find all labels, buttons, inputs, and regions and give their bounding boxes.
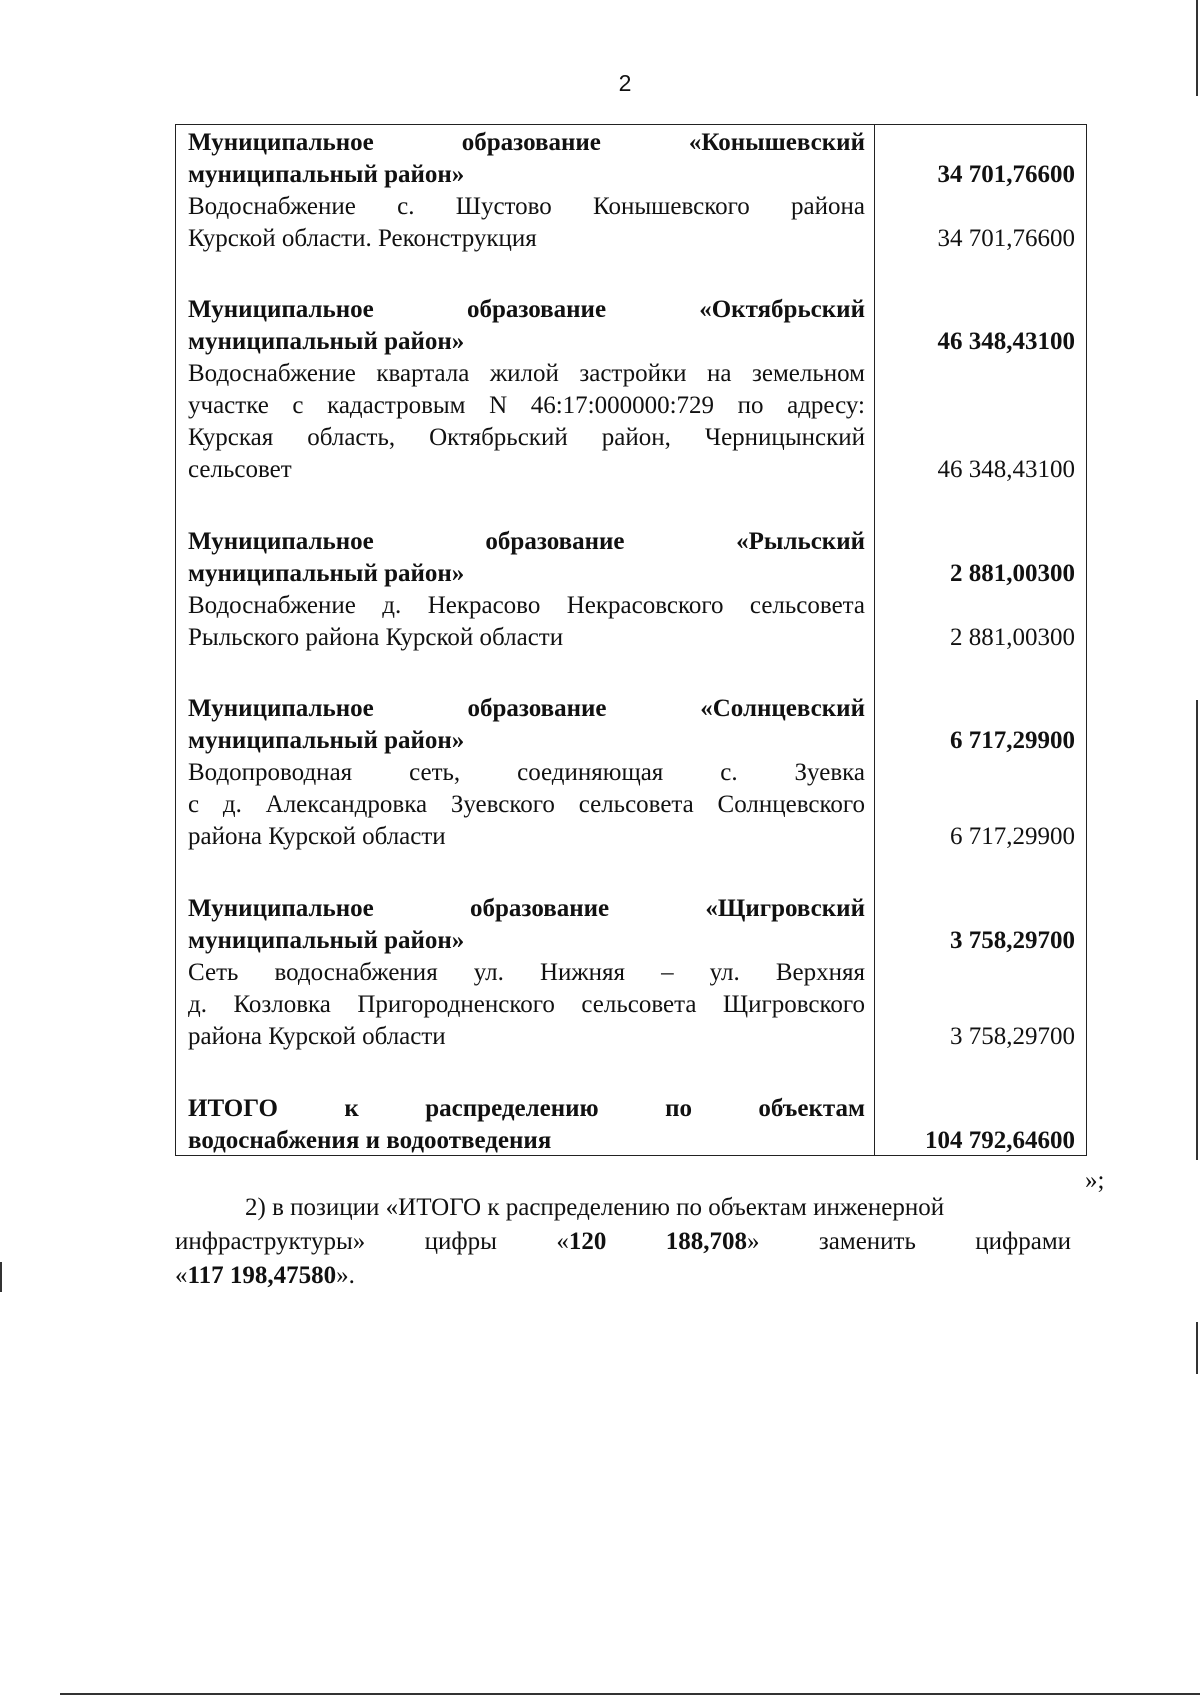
section-detail-line: Курской области. Реконструкция (188, 225, 537, 252)
paragraph-text: цифрами (975, 1228, 1072, 1255)
section-amount: 34 701,76600 (937, 225, 1075, 252)
section-detail-line: Водоснабжение с. Шустово Конышевского района (188, 193, 865, 220)
section-amount: 46 348,43100 (937, 456, 1075, 483)
closing-quote: »; (1085, 1167, 1105, 1194)
section-subtotal: 34 701,76600 (937, 161, 1075, 188)
section-detail-line: д. Козловка Пригородненского сельсовета Щигровского (188, 991, 865, 1018)
paragraph-line3: «117 198,47580». (175, 1262, 355, 1289)
section-subtotal: 3 758,29700 (950, 927, 1075, 954)
section-detail-line: района Курской области (188, 1023, 446, 1050)
section-detail-line: Водоснабжение квартала жилой застройки на земельном (188, 360, 865, 387)
section-heading-line1: Муниципальное образование «Октябрьский (188, 296, 865, 323)
section-detail-line: сельсовет (188, 456, 292, 483)
section-detail-line: с д. Александровка Зуевского сельсовета Солнцевского (188, 791, 865, 818)
total-amount: 104 792,64600 (925, 1127, 1075, 1154)
section-amount: 3 758,29700 (950, 1023, 1075, 1050)
scan-bottom-edge (60, 1693, 1200, 1695)
section-heading-line1: Муниципальное образование «Солнцевский (188, 695, 865, 722)
section-heading-line2: муниципальный район» (188, 927, 465, 954)
section-amount: 6 717,29900 (950, 823, 1075, 850)
total-label-line1: ИТОГО к распределению по объектам (188, 1095, 865, 1122)
paragraph-text: цифры (424, 1228, 497, 1255)
paragraph-line1: 2) в позиции «ИТОГО к распределению по объектам инженерной (245, 1194, 945, 1221)
section-subtotal: 6 717,29900 (950, 727, 1075, 754)
section-heading-line2: муниципальный район» (188, 161, 465, 188)
section-detail-line: Водопроводная сеть, соединяющая с. Зуевка (188, 759, 865, 786)
paragraph-text: инфраструктуры» (175, 1228, 366, 1255)
paragraph-line2 (175, 1226, 1071, 1258)
section-detail-line: Сеть водоснабжения ул. Нижняя – ул. Верхняя (188, 959, 865, 986)
section-detail-line: Рыльского района Курской области (188, 624, 564, 651)
page-number: 2 (618, 70, 632, 96)
scan-edge-mark (1196, 700, 1198, 1160)
section-heading-line2: муниципальный район» (188, 328, 465, 355)
section-detail-line: Курская область, Октябрьский район, Черницынский (188, 424, 865, 451)
section-subtotal: 46 348,43100 (937, 328, 1075, 355)
section-heading-line1: Муниципальное образование «Рыльский (188, 528, 865, 555)
section-detail-line: участке с кадастровым N 46:17:000000:729 по адресу: (188, 392, 865, 419)
scan-edge-mark (1196, 0, 1198, 96)
paragraph-new-value: 117 198,47580 (187, 1262, 337, 1289)
total-label-line2: водоснабжения и водоотведения (188, 1127, 552, 1154)
section-detail-line: района Курской области (188, 823, 446, 850)
section-heading-line1: Муниципальное образование «Щигровский (188, 895, 865, 922)
scan-edge-mark (0, 1262, 2, 1292)
scan-edge-mark (1196, 1322, 1198, 1374)
section-subtotal: 2 881,00300 (950, 560, 1075, 587)
section-heading-line2: муниципальный район» (188, 727, 465, 754)
paragraph-old-value: «120 (556, 1228, 607, 1255)
paragraph-text: заменить (818, 1228, 916, 1255)
section-amount: 2 881,00300 (950, 624, 1075, 651)
section-heading-line2: муниципальный район» (188, 560, 465, 587)
paragraph-old-value: 188,708» (665, 1228, 760, 1255)
section-heading-line1: Муниципальное образование «Конышевский (188, 129, 865, 156)
section-detail-line: Водоснабжение д. Некрасово Некрасовского сельсовета (188, 592, 865, 619)
